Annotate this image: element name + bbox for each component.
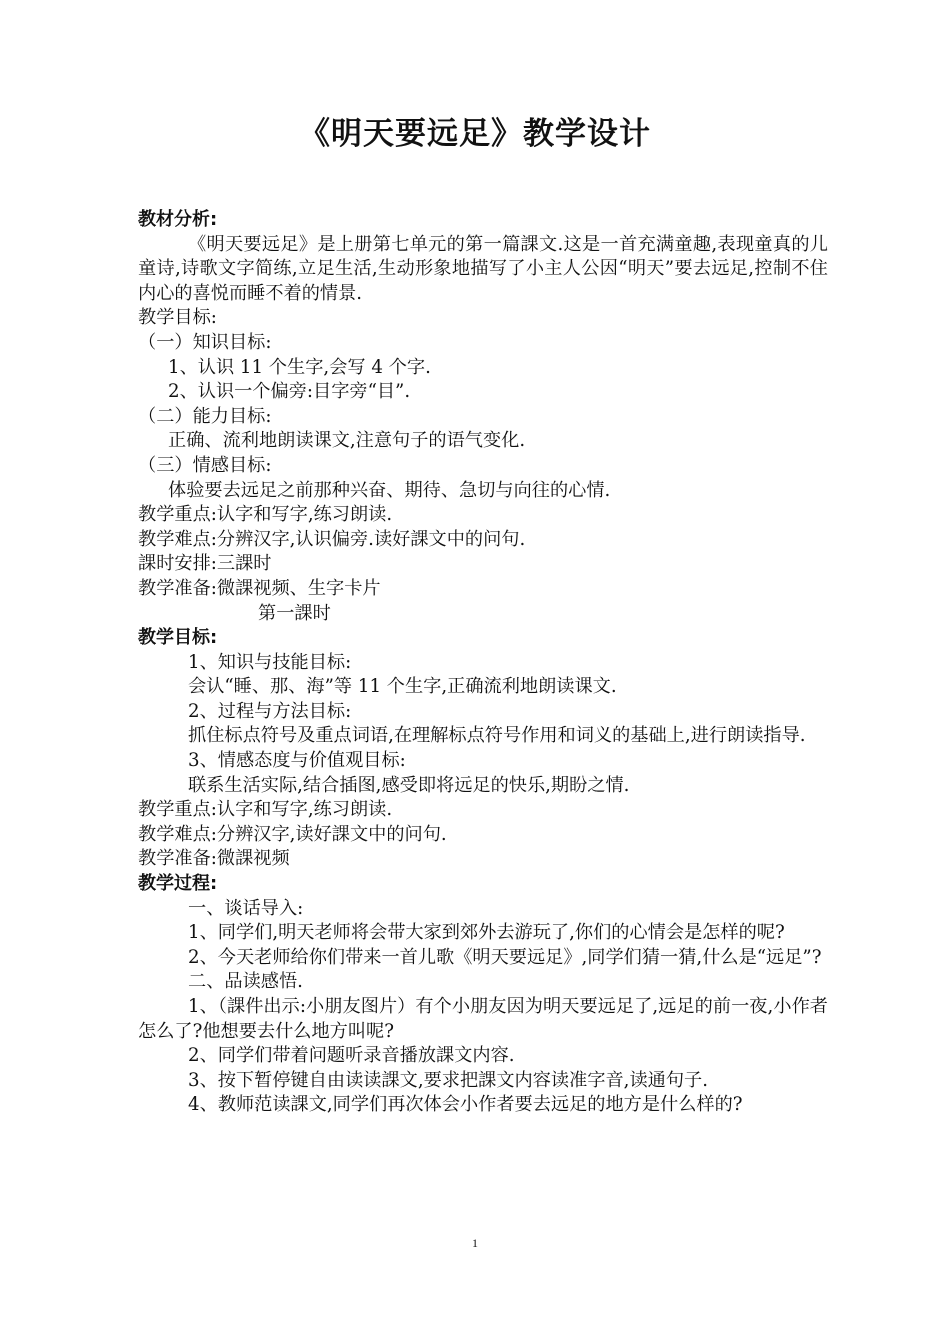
text-line-preparation: 教学准备:微課视频 (138, 848, 290, 870)
list-item: 3、按下暂停键自由读读課文,要求把課文内容读准字音,读通句子. (188, 1069, 708, 1091)
list-item: 2、同学们带着问题听录音播放課文内容. (188, 1045, 515, 1067)
text-line-key-points: 教学重点:认字和写字,练习朗读. (138, 504, 393, 526)
list-item: 1、知识与技能目标: (188, 651, 352, 673)
document-title: 《明天要远足》教学设计 (299, 116, 651, 152)
text-line-difficulties: 教学难点:分辨汉字,读好課文中的问句. (138, 823, 447, 845)
heading-textbook-analysis: 教材分析: (138, 209, 218, 230)
subheading-emotion-goals: （三）情感目标: (138, 454, 272, 476)
subheading-ability-goals: （二）能力目标: (138, 405, 272, 427)
subheading-knowledge-goals: （一）知识目标: (138, 331, 272, 353)
text-line-difficulties: 教学难点:分辨汉字,认识偏旁.读好課文中的问句. (138, 528, 526, 550)
list-item: 正确、流利地朗读课文,注意句子的语气变化. (168, 430, 526, 452)
list-item: 抓住标点符号及重点词语,在理解标点符号作用和词义的基础上,进行朗读指导. (188, 725, 806, 747)
section-title-first-lesson: 第一課时 (258, 602, 331, 624)
document-body (138, 208, 828, 1118)
step-heading: 一、谈话导入: (188, 897, 304, 919)
list-item: 会认“睡、那、海”等 11 个生字,正确流利地朗读课文. (188, 676, 617, 698)
list-item: 2、今天老师给你们带来一首儿歌《明天要远足》,同学们猜一猜,什么是“远足”? (188, 946, 822, 968)
list-item: 1、（課件出示:小朋友图片）有个小朋友因为明天要远足了,远足的前一夜,小作者怎么了?他想要去什么地方叫呢? (138, 996, 828, 1042)
heading-teaching-process: 教学过程: (138, 873, 218, 895)
text-line-key-points: 教学重点:认字和写字,练习朗读. (138, 799, 393, 821)
list-item: 3、情感态度与价值观目标: (188, 750, 406, 772)
page-number: 1 (472, 1236, 478, 1250)
heading-teaching-goals: 教学目标: (138, 307, 217, 329)
list-item: 联系生活实际,结合插图,感受即将远足的快乐,期盼之情. (188, 774, 630, 796)
list-item: 1、认识 11 个生字,会写 4 个字. (168, 356, 431, 378)
heading-lesson-goals: 教学目标: (138, 627, 218, 649)
list-item: 4、教师范读課文,同学们再次体会小作者要去远足的地方是什么样的? (188, 1094, 743, 1116)
list-item: 2、过程与方法目标: (188, 700, 352, 722)
list-item: 1、同学们,明天老师将会带大家到郊外去游玩了,你们的心情会是怎样的呢? (188, 922, 785, 944)
paragraph-textbook-analysis: 《明天要远足》是上册第七单元的第一篇課文.这是一首充满童趣,表现童真的儿童诗,诗歌文字简练,立足生活,生动形象地描写了小主人公因“明天”要去远足,控制不住内心的喜悦而睡不着的情景. (138, 233, 828, 304)
list-item: 2、认识一个偏旁:目字旁“目”. (168, 381, 411, 403)
list-item: 体验要去远足之前那种兴奋、期待、急切与向往的心情. (168, 479, 611, 501)
text-line-schedule: 課时安排:三課时 (138, 553, 272, 575)
text-line-preparation: 教学准备:微課视频、生字卡片 (138, 577, 381, 599)
step-heading: 二、品读感悟. (188, 971, 303, 993)
